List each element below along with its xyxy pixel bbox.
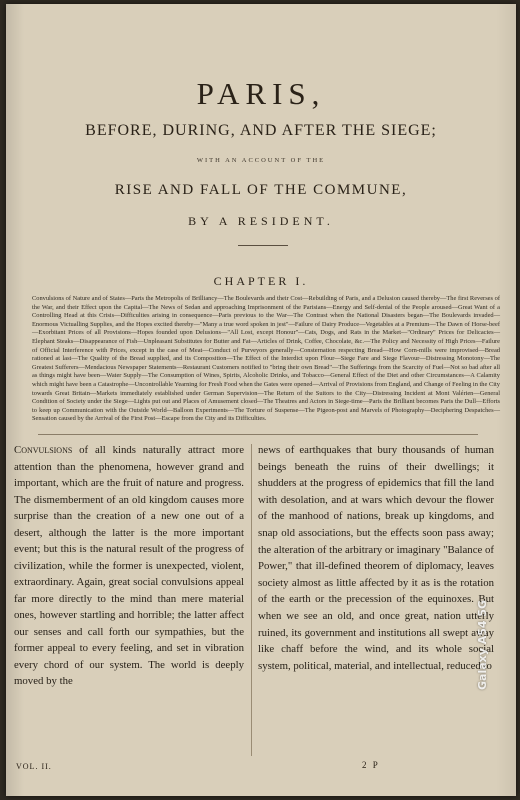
book-page	[6, 4, 516, 796]
chapter-summary: Convulsions of Nature and of States—Paris the Metropolis of Brilliancy—The Boulevards and their Cost—Rebuilding of Paris, and a Delusion caused thereby—The first Reverses of the War, and their Effect upon the Capital—The News of Sedan and approaching Imprisonment of the Parisians—Energy and Self-denial of the People aroused—Great Want of a Controlling Head at this Crisis—Difficulties arising in consequence—Paris previous to the War—The Contrast when the National Disasters began—The Boulevards invaded—Enormous Victualling Supplies, and the Hopes excited thereby—"Many a true word spoken in jest"—Failure of Dairy Produce—Vegetables at a Premium—The Dawn of Horse-beef—Exorbitant Prices of all Provisions—Hopes founded upon Delusions—"All Lost, except Honour"—Cats, Dogs, and Rats in the Market—"Ordinary" Prices for Delicacies—Elephant Steaks—Disappearance of Fish—Unpleasant Substitutes for Butter and Fat—Articles of Drink, Coffee, Chocolate, &c.—The Policy and Necessity of High Prices—Failure of Official Interference with Prices, except in the case of Meat—Conduct of Purveyors generally—Consternation respecting Bread—How Corn-mills were improvised—Bread rationed at last—The Quality of the Bread supplied, and its Composition—The Effect of the Interdict upon Flour—Siege Fare and Siege Flavour—Distressing Monotony—The Greatest Sufferers—Mendacious Newspaper Statements—Restaurant Customers notified to "bring their own Bread"—The Sufferings from the Scarcity of Fuel—Not so bad after all as things might have been—Water Supply—The Consumption of Wines, Spirits, Alcoholic Drinks, and Tobacco—General Effect of the Diet and other Circumstances—A Calamity which might have been a Catastrophe—Uncontrollable Yearning for Fresh Food when the Gates were opened—Arrival of Provisions from England, and Change of Feeling in the City towards Great Britain—Markets immediately established under German Supervision—The Return of the Suitors to the City—Distressing Incident at Mont Valérien—General Condition of Society under the Siege—Lights put out and Places of Amusement closed—The Theatres and Actors in Siege-time—Paris the Brilliant becomes Paris the Dull—Efforts to keep up Communication with the Outside World—Balloon Experiments—The Torture of Suspense—The Pigeon-post and Marvels of Photography—Deciphering Despatches—Sensation caused by the Arrival of the First Post—Escape from the City and its Difficulties.	[32, 295, 500, 423]
left-column-text: of all kinds naturally attract more attention than the phenomena, however grand and important, which are the fruit of nature and progress. The dismemberment of an old kingdom causes more surprise than the creation of a new one out of a desert, although the latter is the more important event; but this is the natural result of the progress of civilization, while the former is unexpected, violent, extraordinary. Again, great social convulsions appeal far more directly to the mind than mere material ones, however startling and horrible; the latter affect our senses and call forth our sympathies, but the former appeal to every feeling, and set in vibration every chord of our system. The world is deeply moved by the	[14, 444, 244, 687]
body-column-right: news of earthquakes that bury thousands of human beings beneath the ruins of their dwellings; it shudders at the progress of epidemics that fill the land with desolation, and at wars which devour the flower of the manhood of nations, break up kingdoms, and snap old associations, but the effects soon pass away; the alteration of the arbitrary or imaginary "Balance of Power," that ill-defined theorem of diplomacy, leaves society almost as little affected by it as is the rotation of the earth or the precession of the equinoxes. But when we see an old, and once great, nation utterly ruined, its government and institutions all swept away like chaff before the wind, and its whole social system, political, material, and intellectual, reduced to	[258, 444, 494, 672]
author-byline: BY A RESIDENT.	[188, 214, 334, 228]
book-subtitle: BEFORE, DURING, AND AFTER THE SIEGE;	[85, 122, 437, 139]
column-separator	[251, 444, 252, 756]
book-secondary-title: RISE AND FALL OF THE COMMUNE,	[114, 182, 408, 198]
body-column-left	[14, 442, 244, 690]
camera-watermark: Galaxy A54 5G	[476, 599, 489, 690]
drop-word: Convulsions	[14, 444, 73, 456]
title-rule	[238, 245, 288, 246]
volume-marker: VOL. II.	[16, 762, 52, 771]
signature-mark: 2 P	[362, 760, 380, 770]
book-title: PARIS,	[196, 76, 326, 111]
summary-divider	[38, 434, 478, 435]
chapter-heading: CHAPTER I.	[213, 274, 309, 288]
title-connector: WITH AN ACCOUNT OF THE	[196, 157, 326, 164]
